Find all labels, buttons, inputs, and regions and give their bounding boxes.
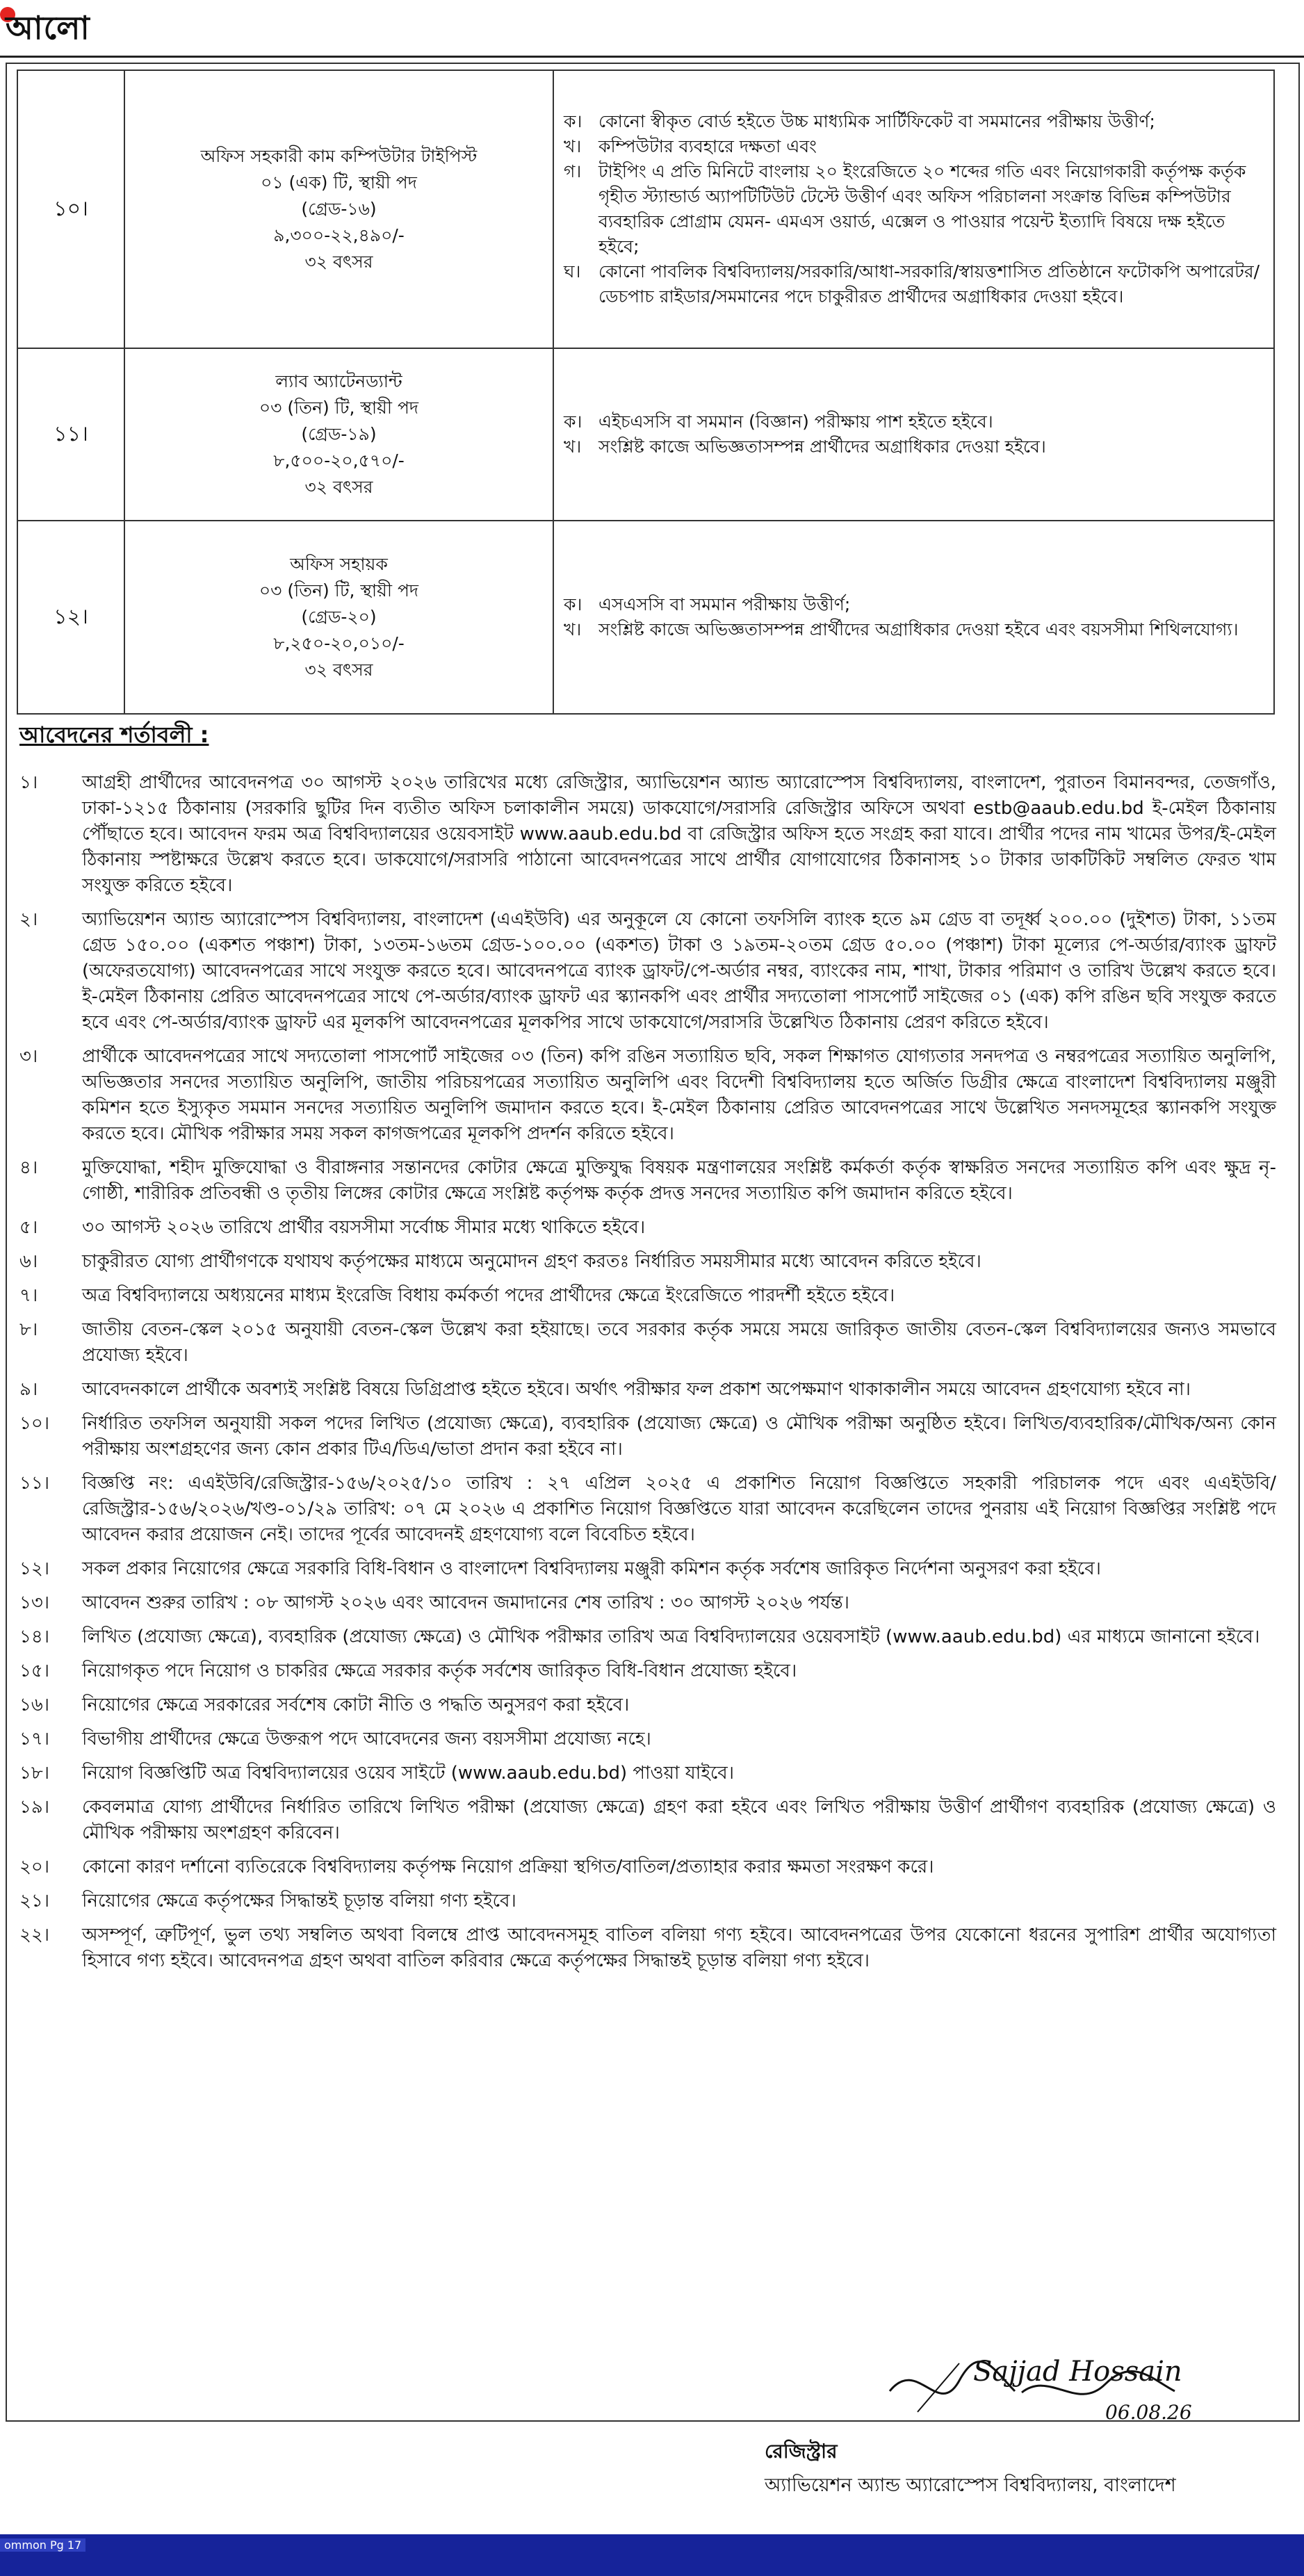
condition-item bbox=[19, 1377, 1276, 1403]
post-title: অফিস সহকারী কাম কম্পিউটার টাইপিস্ট bbox=[200, 146, 478, 166]
requirement-text: এসএসসি বা সমমান পরীক্ষায় উত্তীর্ণ; bbox=[598, 594, 851, 614]
requirement-item bbox=[564, 409, 1264, 434]
requirement-text: এইচএসসি বা সমমান (বিজ্ঞান) পরীক্ষায় পাশ হইতে হইবে। bbox=[598, 411, 993, 432]
condition-number: ৬। bbox=[19, 1251, 38, 1272]
post-details bbox=[124, 348, 553, 521]
condition-number: ১২। bbox=[19, 1558, 50, 1579]
signatory-title: রেজিস্ট্রার bbox=[765, 2440, 838, 2463]
condition-item bbox=[19, 1155, 1276, 1207]
condition-item bbox=[19, 1658, 1276, 1684]
condition-number: ১৮। bbox=[19, 1763, 50, 1784]
condition-text: কোনো কারণ দর্শানো ব্যতিরেকে বিশ্ববিদ্যালয় কর্তৃপক্ষ নিয়োগ প্রক্রিয়া স্থগিত/বাতিল/প্রত্যাহার করার ক্ষমতা সংরক্ষণ করে। bbox=[82, 1857, 934, 1877]
post-age: ৩২ বৎসর bbox=[304, 477, 373, 497]
condition-text: বিজ্ঞপ্তি নং: এএইউবি/রেজিস্ট্রার-১৫৬/২০২৫/১০ তারিখ : ২৭ এপ্রিল ২০২৫ এ প্রকাশিত নিয়োগ বিজ্ঞপ্তিতে সহকারী পরিচালক পদে এবং এএইউবি/রেজিস্ট্রার-১৫৬/২০২৬/খণ্ড-০১/২৯ তারিখ: ০৭ মে ২০২৬ এ প্রকাশিত নিয়োগ বিজ্ঞপ্তিতে যারা আবেদন করেছিলেন তাদের পুনরায় এই নিয়োগ বিজ্ঞপ্তির সংশ্লিষ্ট পদে আবেদন করার প্রয়োজন নেই। তাদের পূর্বের আবেদনই গ্রহণযোগ্য বলে বিবেচিত হইবে। bbox=[82, 1473, 1276, 1545]
post-row bbox=[17, 521, 1274, 714]
conditions-list bbox=[19, 770, 1276, 1982]
condition-item bbox=[19, 1795, 1276, 1846]
condition-number: ১৫। bbox=[19, 1661, 50, 1681]
condition-number: ৩। bbox=[19, 1046, 38, 1067]
condition-text: সকল প্রকার নিয়োগের ক্ষেত্রে সরকারি বিধি-বিধান ও বাংলাদেশ বিশ্ববিদ্যালয় মঞ্জুরী কমিশন কর্তৃক সর্বশেষ জারিকৃত নির্দেশনা অনুসরণ করা হইবে। bbox=[82, 1558, 1101, 1579]
masthead bbox=[0, 0, 1304, 58]
condition-text: নিয়োগের ক্ষেত্রে সরকারের সর্বশেষ কোটা নীতি ও পদ্ধতি অনুসরণ করা হইবে। bbox=[82, 1695, 630, 1715]
condition-text: চাকুরীরত যোগ্য প্রার্থীগণকে যথাযথ কর্তৃপক্ষের মাধ্যমে অনুমোদন গ্রহণ করতঃ নির্ধারিত সময়সীমার মধ্যে আবেদন করিতে হইবে। bbox=[82, 1251, 981, 1272]
condition-item bbox=[19, 1249, 1276, 1275]
post-title: ল্যাব অ্যাটেনড্যান্ট bbox=[275, 371, 402, 391]
condition-number: ১১। bbox=[19, 1473, 50, 1494]
condition-item bbox=[19, 1889, 1276, 1914]
requirement-mark: খ। bbox=[564, 437, 582, 457]
condition-item bbox=[19, 907, 1276, 1036]
requirement-item bbox=[564, 259, 1264, 309]
condition-item bbox=[19, 1215, 1276, 1241]
requirement-mark: গ। bbox=[564, 161, 582, 181]
conditions-title: আবেদনের শর্তাবলী : bbox=[19, 722, 209, 748]
condition-item bbox=[19, 1317, 1276, 1369]
condition-number: ১৩। bbox=[19, 1592, 50, 1613]
post-details bbox=[124, 70, 553, 348]
condition-number: ১৪। bbox=[19, 1627, 50, 1647]
requirement-text: টাইপিং এ প্রতি মিনিটে বাংলায় ২০ ইংরেজিতে ২০ শব্দের গতি এবং নিয়োগকারী কর্তৃপক্ষ কর্তৃক গৃহীত স্ট্যান্ডার্ড অ্যাপটিটিউট টেস্টে উত্তীর্ণ এবং অফিস পরিচালনা সংক্রান্ত বিভিন্ন কম্পিউটার ব্যবহারিক প্রোগ্রাম যেমন- এমএস ওয়ার্ড, এক্সেল ও পাওয়ার পয়েন্ট ইত্যাদি বিষয়ে দক্ষ হইতে হইবে; bbox=[598, 161, 1246, 256]
condition-text: প্রার্থীকে আবেদনপত্রের সাথে সদ্যতোলা পাসপোর্ট সাইজের ০৩ (তিন) কপি রঙিন সত্যায়িত ছবি, সকল শিক্ষাগত যোগ্যতার সনদপত্র ও নম্বরপত্রের সত্যায়িত অনুলিপি, অভিজ্ঞতার সনদের সত্যায়িত অনুলিপি, জাতীয় পরিচয়পত্রের সত্যায়িত অনুলিপি এবং বিদেশী বিশ্ববিদ্যালয় হতে অর্জিত ডিগ্রীর ক্ষেত্রে বাংলাদেশ বিশ্ববিদ্যালয় মঞ্জুরী কমিশন হতে ইস্যুকৃত সমমান সনদের সত্যায়িত অনুলিপি জমাদান করতে হবে। ই-মেইল ঠিকানায় প্রেরিত আবেদনপত্রের সাথে উল্লেখিত সনদসমূহের স্ক্যানকপি সংযুক্ত করতে হবে। মৌখিক পরীক্ষার সময় সকল কাগজপত্রের মূলকপি প্রদর্শন করিতে হইবে। bbox=[82, 1046, 1276, 1144]
post-title: অফিস সহায়ক bbox=[290, 554, 388, 574]
condition-text: নির্ধারিত তফসিল অনুযায়ী সকল পদের লিখিত (প্রযোজ্য ক্ষেত্রে), ব্যবহারিক (প্রযোজ্য ক্ষেত্রে) ও মৌখিক পরীক্ষা অনুষ্ঠিত হইবে। লিখিত/ব্যবহারিক/মৌখিক/অন্য কোন পরীক্ষায় অংশগ্রহণের জন্য কোন প্রকার টিএ/ডিএ/ভাতা প্রদান করা হইবে না। bbox=[82, 1413, 1276, 1460]
condition-item bbox=[19, 1590, 1276, 1616]
condition-item bbox=[19, 1471, 1276, 1548]
requirement-item bbox=[564, 592, 1264, 617]
requirement-mark: ক। bbox=[564, 594, 582, 614]
post-pay: ৯,৩০০-২২,৪৯০/- bbox=[273, 225, 405, 245]
requirement-text: সংশ্লিষ্ট কাজে অভিজ্ঞতাসম্পন্ন প্রার্থীদের অগ্রাধিকার দেওয়া হইবে এবং বয়সসীমা শিথিলযোগ্য। bbox=[598, 619, 1239, 639]
condition-number: ১৬। bbox=[19, 1695, 50, 1715]
newspaper-logo: আলো bbox=[6, 9, 90, 47]
condition-number: ২০। bbox=[19, 1857, 50, 1877]
post-grade: (গ্রেড-১৯) bbox=[301, 424, 377, 444]
condition-item bbox=[19, 1624, 1276, 1650]
requirement-item bbox=[564, 134, 1264, 159]
requirement-mark: ক। bbox=[564, 111, 582, 131]
post-pay: ৮,২৫০-২০,০১০/- bbox=[273, 633, 405, 653]
condition-text: কেবলমাত্র যোগ্য প্রার্থীদের নির্ধারিত তারিখে লিখিত পরীক্ষা (প্রযোজ্য ক্ষেত্রে) গ্রহণ করা হইবে এবং লিখিত পরীক্ষায় উত্তীর্ণ প্রার্থীগণ ব্যবহারিক (প্রযোজ্য ক্ষেত্রে) ও মৌখিক পরীক্ষায় অংশগ্রহণ করিবেন। bbox=[82, 1797, 1276, 1843]
requirement-item bbox=[564, 109, 1264, 134]
condition-item bbox=[19, 1044, 1276, 1147]
post-count: ০৩ (তিন) টি, স্থায়ী পদ bbox=[259, 580, 419, 601]
condition-item bbox=[19, 1556, 1276, 1582]
handwritten-signature bbox=[876, 2342, 1237, 2426]
signature-date: 06.08.26 bbox=[1105, 2401, 1192, 2424]
condition-text: আগ্রহী প্রার্থীদের আবেদনপত্র ৩০ আগস্ট ২০২৬ তারিখের মধ্যে রেজিস্ট্রার, অ্যাভিয়েশন অ্যান্ড অ্যারোস্পেস বিশ্ববিদ্যালয়, বাংলাদেশ, পুরাতন বিমানবন্দর, তেজগাঁও, ঢাকা-১২১৫ ঠিকানায় (সরকারি ছুটির দিন ব্যতীত অফিস চলাকালীন সময়ে) ডাকযোগে/সরাসরি রেজিস্ট্রার অফিসে অথবা estb@aaub.edu.bd ই-মেইল ঠিকানায় পৌঁছাতে হবে। আবেদন ফরম অত্র বিশ্ববিদ্যালয়ের ওয়েবসাইট www.aaub.edu.bd বা রেজিস্ট্রার অফিস হতে সংগ্রহ করা যাবে। প্রার্থীর পদের নাম খামের উপর/ই-মেইল ঠিকানায় স্পষ্টাক্ষরে উল্লেখ করতে হবে। ডাকযোগে/সরাসরি পাঠানো আবেদনপত্রের সাথে প্রার্থীর যোগাযোগের ঠিকানাসহ ১০ টাকার ডাকটিকিট সম্বলিত ফেরত খাম সংযুক্ত করিতে হইবে। bbox=[82, 772, 1276, 896]
condition-item bbox=[19, 1283, 1276, 1309]
requirement-item bbox=[564, 434, 1264, 459]
condition-text: আবেদন শুরুর তারিখ : ০৮ আগস্ট ২০২৬ এবং আবেদন জমাদানের শেষ তারিখ : ৩০ আগস্ট ২০২৬ পর্যন্ত। bbox=[82, 1592, 849, 1613]
condition-item bbox=[19, 1761, 1276, 1786]
requirement-item bbox=[564, 159, 1264, 259]
post-serial: ১২। bbox=[17, 521, 124, 714]
condition-number: ২১। bbox=[19, 1891, 50, 1911]
condition-item bbox=[19, 1411, 1276, 1462]
requirement-item bbox=[564, 617, 1264, 642]
requirement-text: সংশ্লিষ্ট কাজে অভিজ্ঞতাসম্পন্ন প্রার্থীদের অগ্রাধিকার দেওয়া হইবে। bbox=[598, 437, 1046, 457]
condition-text: অত্র বিশ্ববিদ্যালয়ে অধ্যয়নের মাধ্যম ইংরেজি বিধায় কর্মকর্তা পদের প্রার্থীদের ক্ষেত্রে ইংরেজিতে পারদর্শী হইতে হইবে। bbox=[82, 1285, 895, 1306]
condition-text: আবেদনকালে প্রার্থীকে অবশ্যই সংশ্লিষ্ট বিষয়ে ডিগ্রিপ্রাপ্ত হইতে হইবে। অর্থাৎ পরীক্ষার ফল প্রকাশ অপেক্ষমাণ থাকাকালীন সময়ে আবেদন গ্রহণযোগ্য হইবে না। bbox=[82, 1379, 1191, 1400]
condition-item bbox=[19, 770, 1276, 899]
condition-text: লিখিত (প্রযোজ্য ক্ষেত্রে), ব্যবহারিক (প্রযোজ্য ক্ষেত্রে) ও মৌখিক পরীক্ষার তারিখ অত্র বিশ্ববিদ্যালয়ের ওয়েবসাইট (www.aaub.edu.bd) এর মাধ্যমে জানানো হইবে। bbox=[82, 1627, 1260, 1647]
post-count: ০১ (এক) টি, স্থায়ী পদ bbox=[261, 172, 417, 193]
post-serial: ১১। bbox=[17, 348, 124, 521]
post-requirements bbox=[553, 348, 1274, 521]
page-footer-bar bbox=[0, 2534, 1304, 2576]
condition-text: নিয়োগের ক্ষেত্রে কর্তৃপক্ষের সিদ্ধান্তই চূড়ান্ত বলিয়া গণ্য হইবে। bbox=[82, 1891, 516, 1911]
condition-text: জাতীয় বেতন-স্কেল ২০১৫ অনুযায়ী বেতন-স্কেল উল্লেখ করা হইয়াছে। তবে সরকার কর্তৃক সময়ে সময়ে জারিকৃত জাতীয় বেতন-স্কেল বিশ্ববিদ্যালয়ের জন্যও সমভাবে প্রযোজ্য হইবে। bbox=[82, 1319, 1276, 1366]
post-serial: ১০। bbox=[17, 70, 124, 348]
condition-number: ২২। bbox=[19, 1925, 50, 1946]
condition-number: ৯। bbox=[19, 1379, 38, 1400]
condition-text: অসম্পূর্ণ, ত্রুটিপূর্ণ, ভুল তথ্য সম্বলিত অথবা বিলম্বে প্রাপ্ত আবেদনসমূহ বাতিল বলিয়া গণ্য হইবে। আবেদনপত্রের উপর যেকোনো ধরনের সুপারিশ প্রার্থীর অযোগ্যতা হিসাবে গণ্য হইবে। আবেদনপত্র গ্রহণ অথবা বাতিল করিবার ক্ষেত্রে কর্তৃপক্ষের সিদ্ধান্তই চূড়ান্ত বলিয়া গণ্য হইবে। bbox=[82, 1925, 1276, 1971]
post-age: ৩২ বৎসর bbox=[304, 252, 373, 272]
requirement-text: কোনো পাবলিক বিশ্ববিদ্যালয়/সরকারি/আধা-সরকারি/স্বায়ত্তশাসিত প্রতিষ্ঠানে ফটোকপি অপারেটর/ডেচপাচ রাইডার/সমমানের পদে চাকুরীরত প্রার্থীদের অগ্রাধিকার দেওয়া হইবে। bbox=[598, 261, 1260, 307]
condition-item bbox=[19, 1727, 1276, 1752]
post-age: ৩২ বৎসর bbox=[304, 660, 373, 680]
requirement-mark: খ। bbox=[564, 136, 582, 156]
condition-number: ১৭। bbox=[19, 1729, 50, 1750]
requirement-mark: খ। bbox=[564, 619, 582, 639]
condition-text: অ্যাভিয়েশন অ্যান্ড অ্যারোস্পেস বিশ্ববিদ্যালয়, বাংলাদেশ (এএইউবি) এর অনুকূলে যে কোনো তফসিলি ব্যাংক হতে ৯ম গ্রেড বা তদূর্ধ্ব ২০০.০০ (দুইশত) টাকা, ১১তম গ্রেড ১৫০.০০ (একশত পঞ্চাশ) টাকা, ১৩তম-১৬তম গ্রেড-১০০.০০ (একশত) টাকা ও ১৯তম-২০তম গ্রেড ৫০.০০ (পঞ্চাশ) টাকা মূল্যের পে-অর্ডার/ব্যাংক ড্রাফট (অফেরতযোগ্য) আবেদনপত্রের সাথে সংযুক্ত করতে হবে। আবেদনপত্রে ব্যাংক ড্রাফট/পে-অর্ডার নম্বর, ব্যাংকের নাম, শাখা, টাকার পরিমাণ ও তারিখ উল্লেখ করতে হবে। ই-মেইল ঠিকানায় প্রেরিত আবেদনপত্রের সাথে পে-অর্ডার/ব্যাংক ড্রাফট এর স্ক্যানকপি এবং প্রার্থীর সদ্যতোলা পাসপোর্ট সাইজের ০১ (এক) কপি রঙিন ছবি সংযুক্ত করতে হবে এবং পে-অর্ডার/ব্যাংক ড্রাফট এর মূলকপি আবেদনপত্রের মূলকপির সাথে ডাকযোগে/সরাসরি উল্লেখিত ঠিকানায় প্রেরণ করিতে হইবে। bbox=[82, 909, 1276, 1033]
condition-number: ১। bbox=[19, 772, 38, 793]
signature-text: Sajjad Hossain bbox=[973, 2356, 1182, 2388]
condition-number: ১০। bbox=[19, 1413, 50, 1434]
condition-number: ৮। bbox=[19, 1319, 38, 1340]
requirement-mark: ক। bbox=[564, 411, 582, 432]
signature-block bbox=[848, 2349, 1293, 2433]
condition-item bbox=[19, 1923, 1276, 1974]
condition-number: ৫। bbox=[19, 1217, 38, 1238]
condition-text: বিভাগীয় প্রার্থীদের ক্ষেত্রে উক্তরূপ পদে আবেদনের জন্য বয়সসীমা প্রযোজ্য নহে। bbox=[82, 1729, 651, 1750]
condition-number: ৭। bbox=[19, 1285, 38, 1306]
post-row bbox=[17, 70, 1274, 348]
post-grade: (গ্রেড-২০) bbox=[301, 607, 377, 627]
post-grade: (গ্রেড-১৬) bbox=[301, 199, 377, 219]
post-requirements bbox=[553, 70, 1274, 348]
post-count: ০৩ (তিন) টি, স্থায়ী পদ bbox=[259, 398, 419, 418]
condition-number: ১৯। bbox=[19, 1797, 50, 1818]
condition-text: ৩০ আগস্ট ২০২৬ তারিখে প্রার্থীর বয়সসীমা সর্বোচ্চ সীমার মধ্যে থাকিতে হইবে। bbox=[82, 1217, 646, 1238]
condition-text: নিয়োগকৃত পদে নিয়োগ ও চাকরির ক্ষেত্রে সরকার কর্তৃক সর্বশেষ জারিকৃত বিধি-বিধান প্রযোজ্য হইবে। bbox=[82, 1661, 797, 1681]
condition-item bbox=[19, 1693, 1276, 1718]
requirement-text: কোনো স্বীকৃত বোর্ড হইতে উচ্চ মাধ্যমিক সার্টিফিকেট বা সমমানের পরীক্ষায় উত্তীর্ণ; bbox=[598, 111, 1155, 131]
post-row bbox=[17, 348, 1274, 521]
condition-number: ২। bbox=[19, 909, 38, 930]
post-requirements bbox=[553, 521, 1274, 714]
condition-text: নিয়োগ বিজ্ঞপ্তিটি অত্র বিশ্ববিদ্যালয়ের ওয়েব সাইটে (www.aaub.edu.bd) পাওয়া যাইবে। bbox=[82, 1763, 735, 1784]
page-footer-label: ommon Pg 17 bbox=[0, 2538, 85, 2552]
condition-item bbox=[19, 1854, 1276, 1880]
requirement-text: কম্পিউটার ব্যবহারে দক্ষতা এবং bbox=[598, 136, 817, 156]
condition-number: ৪। bbox=[19, 1157, 38, 1178]
post-details bbox=[124, 521, 553, 714]
requirement-mark: ঘ। bbox=[564, 261, 581, 282]
condition-text: মুক্তিযোদ্ধা, শহীদ মুক্তিযোদ্ধা ও বীরাঙ্গনার সন্তানদের কোটার ক্ষেত্রে মুক্তিযুদ্ধ বিষয়ক মন্ত্রণালয়ের সংশ্লিষ্ট কর্মকর্তা কর্তৃক স্বাক্ষরিত সনদের সত্যায়িত কপি এবং ক্ষুদ্র নৃ-গোষ্ঠী, শারীরিক প্রতিবন্ধী ও তৃতীয় লিঙ্গের কোটার ক্ষেত্রে সংশ্লিষ্ট কর্তৃপক্ষ কর্তৃক প্রদত্ত সনদের সত্যায়িত কপি জমাদান করিতে হইবে। bbox=[82, 1157, 1276, 1204]
post-pay: ৮,৫০০-২০,৫৭০/- bbox=[273, 450, 405, 471]
signatory-org: অ্যাভিয়েশন অ্যান্ড অ্যারোস্পেস বিশ্ববিদ্যালয়, বাংলাদেশ bbox=[765, 2475, 1176, 2496]
posts-table bbox=[17, 70, 1275, 715]
